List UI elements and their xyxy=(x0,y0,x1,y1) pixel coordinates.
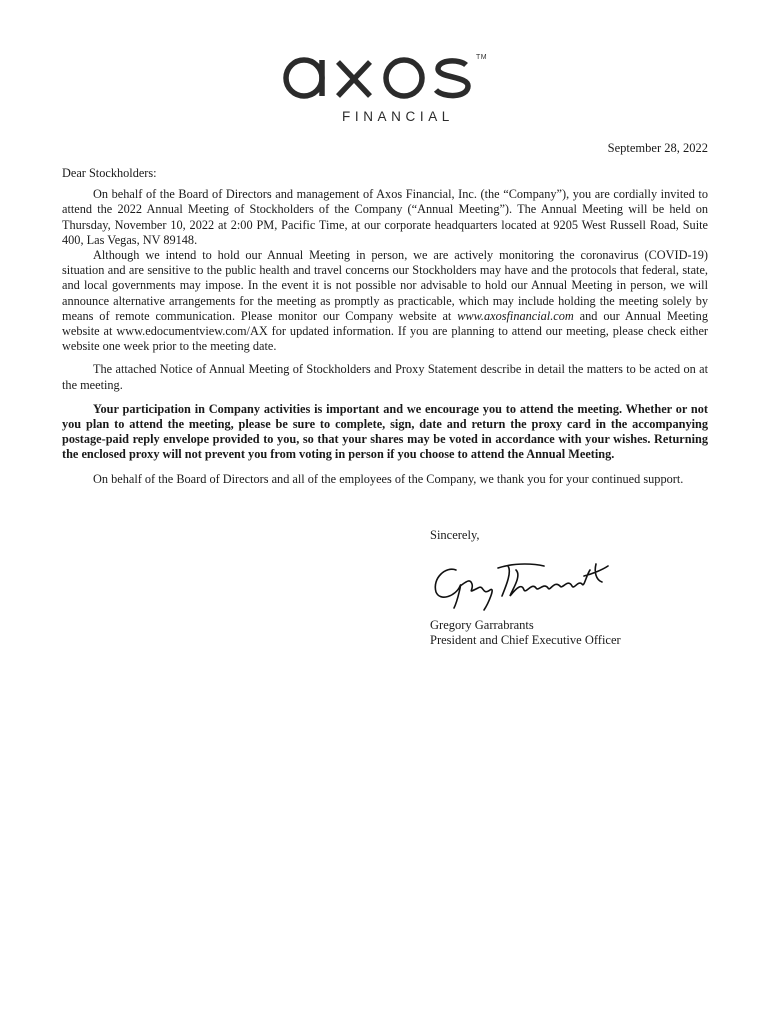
salutation: Dear Stockholders: xyxy=(62,166,157,180)
signer-name: Gregory Garrabrants xyxy=(430,618,534,632)
paragraph-thanks: On behalf of the Board of Directors and all of the employees of the Company, we thank you for your continued support. xyxy=(93,471,684,486)
signer-title: President and Chief Executive Officer xyxy=(430,632,621,647)
axos-financial-logo xyxy=(280,52,490,128)
handwritten-signature xyxy=(426,556,616,612)
paragraph-covid-text-a: Although we intend to hold our Annual Meeting in person, we are actively monitoring the coronavirus (COVID-19) situation and are sensitive to the public health and travel concerns our Stockholders may have and the protocols that federal, state, and local governments may impose. In the event it is not possible nor advisable to hold our Annual Meeting in person, we will announce alternative arrangements for the meeting as promptly as practicable, which may include holding the meeting solely by means of remote communication. Please monitor our Company website at xyxy=(62,248,708,323)
axos-logo-wordmark xyxy=(280,52,480,104)
paragraph-notice-reference: The attached Notice of Annual Meeting of Stockholders and Proxy Statement describe in detail the matters to be acted on at the meeting. xyxy=(62,362,708,392)
letter-date: September 28, 2022 xyxy=(607,141,708,155)
closing: Sincerely, xyxy=(430,528,480,542)
paragraph-invitation: On behalf of the Board of Directors and management of Axos Financial, Inc. (the “Company”), you are cordially invited to attend the 2022 Annual Meeting of Stockholders of the Company (“Annual Meeting”). The Annual Meeting will be held on Thursday, November 10, 2022 at 2:00 PM, Pacific Time, at our corporate headquarters located at 9205 West Russell Road, Suite 400, Las Vegas, NV 89148. xyxy=(62,187,708,247)
paragraph-covid-notice xyxy=(62,248,708,354)
signer-block xyxy=(430,618,621,647)
paragraph-participation: Your participation in Company activities is important and we encourage you to attend the meeting. Whether or not you plan to attend the meeting, please be sure to complete, sign, date and return the proxy card in the accompanying postage-paid reply envelope provided to you, so that your shares may be voted in accordance with your wishes. Returning the enclosed proxy will not prevent you from voting in person if you choose to attend the Annual Meeting. xyxy=(62,401,708,462)
paragraph-covid-text-b: and our Annual Meeting website at www.edocumentview.com/AX for updated information. If you are planning to attend our meeting, please check either website one week prior to the meeting date. xyxy=(62,308,708,354)
logo-subtitle: FINANCIAL xyxy=(342,109,454,124)
trademark-mark: TM xyxy=(476,54,488,61)
letter-body xyxy=(62,166,708,487)
company-website-link: www.axosfinancial.com xyxy=(457,308,574,323)
